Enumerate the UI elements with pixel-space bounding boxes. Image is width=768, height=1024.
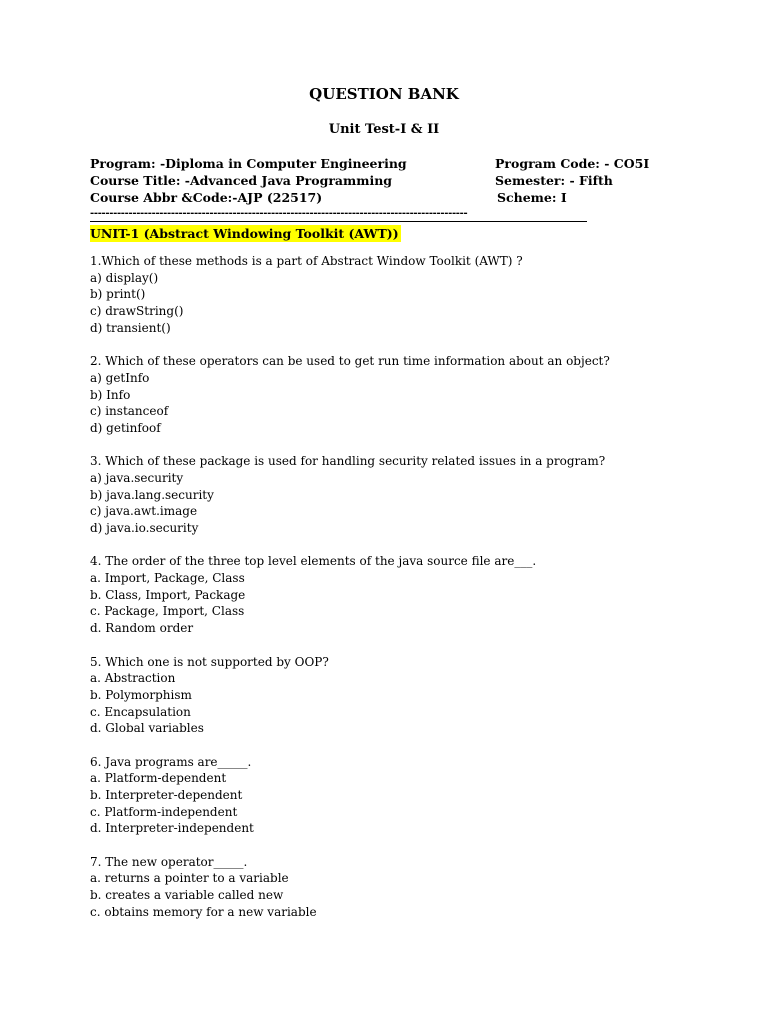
question-text: 5. Which one is not supported by OOP? (90, 654, 329, 669)
answer-option: d. Random order (90, 621, 194, 636)
info-row-program (90, 155, 650, 172)
answer-option: a. Abstraction (90, 671, 176, 686)
dashed-divider: -------------------------------------------------------------------------------------------------- (90, 208, 468, 219)
scheme-label: Scheme: I (497, 190, 567, 205)
answer-option: d) getinfoof (90, 420, 161, 435)
answer-option: b. Interpreter-dependent (90, 788, 243, 802)
question-item (90, 253, 710, 336)
question-item (90, 854, 710, 921)
question-text: 1.Which of these methods is a part of Abstract Window Toolkit (AWT) ? (90, 254, 523, 268)
course-title-label: Course Title: -Advanced Java Programming (90, 173, 393, 188)
answer-option: a. returns a pointer to a variable (90, 871, 289, 886)
info-row-course-abbr (90, 189, 650, 206)
answer-option: c) instanceof (90, 404, 169, 419)
answer-option: c. Platform-independent (90, 804, 238, 819)
answer-option: a) java.security (90, 470, 184, 485)
answer-option: c) java.awt.image (90, 504, 198, 519)
course-info-block (90, 155, 650, 206)
answer-option: b) print() (90, 287, 146, 302)
semester-label: Semester: - Fifth (495, 173, 613, 188)
unit-heading: UNIT-1 (Abstract Windowing Toolkit (AWT)) (90, 226, 399, 241)
answer-option: d. Global variables (90, 721, 204, 736)
question-text: 6. Java programs are_____. (90, 754, 252, 769)
answer-option: b. Polymorphism (90, 687, 192, 702)
program-label: Program: -Diploma in Computer Engineering (90, 156, 407, 171)
answer-option: c) drawString() (90, 304, 184, 319)
answer-option: c. Package, Import, Class (90, 604, 245, 619)
answer-option: b) java.lang.security (90, 487, 214, 502)
question-text: 2. Which of these operators can be used to get run time information about an object? (90, 354, 610, 369)
answer-option: d) transient() (90, 320, 171, 335)
answer-option: a. Platform-dependent (90, 771, 227, 786)
question-text: 7. The new operator_____. (90, 854, 248, 869)
question-text: 3. Which of these package is used for handling security related issues in a program? (90, 454, 606, 469)
answer-option: a) display() (90, 270, 159, 285)
question-item (90, 654, 710, 737)
answer-option: d) java.io.security (90, 521, 199, 535)
answer-option: d. Interpreter-independent (90, 821, 254, 836)
answer-option: a) getInfo (90, 370, 150, 385)
question-item (90, 353, 710, 436)
divider-rule (90, 221, 587, 222)
document-title: QUESTION BANK (309, 85, 459, 103)
answer-option: c. obtains memory for a new variable (90, 904, 317, 919)
answer-option: b) Info (90, 387, 131, 402)
question-item (90, 553, 710, 636)
document-subtitle: Unit Test-I & II (328, 122, 440, 137)
question-text: 4. The order of the three top level elements of the java source file are___. (90, 554, 537, 569)
answer-option: b. creates a variable called new (90, 888, 284, 903)
question-list (90, 253, 710, 937)
answer-option: a. Import, Package, Class (90, 571, 245, 586)
answer-option: b. Class, Import, Package (90, 587, 246, 602)
course-abbr-label: Course Abbr &Code:-AJP (22517) (90, 190, 323, 205)
answer-option: c. Encapsulation (90, 704, 191, 719)
question-item (90, 453, 710, 536)
info-row-course-title (90, 172, 650, 189)
question-item (90, 754, 710, 837)
program-code-label: Program Code: - CO5I (495, 156, 650, 171)
